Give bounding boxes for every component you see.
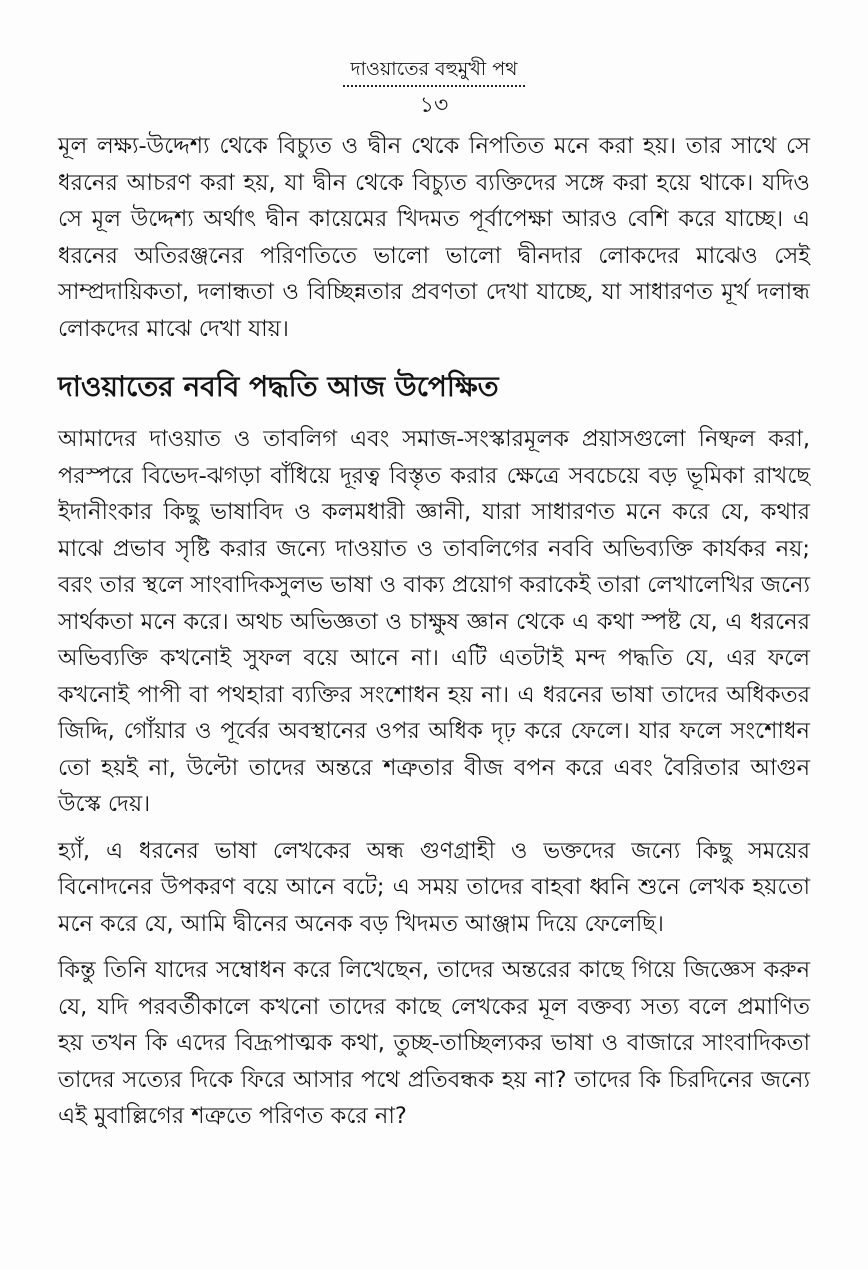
paragraph-3: হ্যাঁ, এ ধরনের ভাষা লেখকের অন্ধ গুণগ্রাহী ও ভক্তদের জন্যে কিছু সময়ের বিনোদনের উপকরণ বয়ে আনে বটে; এ সময় তাদের বাহবা ধ্বনি শুনে লেখক হয়তো মনে করে যে, আমি দ্বীনের অনেক বড় খিদমত আঞ্জাম দিয়ে ফেলেছি। bbox=[58, 837, 810, 937]
page-body bbox=[58, 128, 810, 1135]
paragraph-4: কিন্তু তিনি যাদের সম্বোধন করে লিখেছেন, তাদের অন্তরের কাছে গিয়ে জিজ্ঞেস করুন যে, যদি পরবর্তীকালে কখনো তাদের কাছে লেখকের মূল বক্তব্য সত্য বলে প্রমাণিত হয় তখন কি এদের বিদ্রূপাত্মক কথা, তুচ্ছ-তাচ্ছিল্যকর ভাষা ও বাজারে সাংবাদিকতা তাদের সত্যের দিকে ফিরে আসার পথে প্রতিবন্ধক হয় না? তাদের কি চিরদিনের জন্যে এই মুবাল্লিগের শত্রুতে পরিণত করে না? bbox=[58, 957, 810, 1129]
running-title: দাওয়াতের বহুমুখী পথ bbox=[343, 56, 526, 87]
page-header bbox=[0, 56, 868, 119]
paragraph-2: আমাদের দাওয়াত ও তাবলিগ এবং সমাজ-সংস্কারমূলক প্রয়াসগুলো নিষ্ফল করা, পরস্পরে বিভেদ-ঝগড়া বাঁধিয়ে দূরত্ব বিস্তৃত করার ক্ষেত্রে সবচেয়ে বড় ভূমিকা রাখছে ইদানীংকার কিছু ভাষাবিদ ও কলমধারী জ্ঞানী, যারা সাধারণত মনে করে যে, কথার মাঝে প্রভাব সৃষ্টি করার জন্যে দাওয়াত ও তাবলিগের নববি অভিব্যক্তি কার্যকর নয়; বরং তার স্থলে সাংবাদিকসুলভ ভাষা ও বাক্য প্রয়োগ করাকেই তারা লেখালেখির জন্যে সার্থকতা মনে করে। অথচ অভিজ্ঞতা ও চাক্ষুষ জ্ঞান থেকে এ কথা স্পষ্ট যে, এ ধরনের অভিব্যক্তি কখনোই সুফল বয়ে আনে না। এটি এতটাই মন্দ পদ্ধতি যে, এর ফলে কখনোই পাপী বা পথহারা ব্যক্তির সংশোধন হয় না। এ ধরনের ভাষা তাদের অধিকতর জিদ্দি, গোঁয়ার ও পূর্বের অবস্থানের ওপর অধিক দৃঢ় করে ফেলে। যার ফলে সংশোধন তো হয়ই না, উল্টো তাদের অন্তরে শত্রুতার বীজ বপন করে এবং বৈরিতার আগুন উস্কে দেয়। bbox=[58, 426, 810, 817]
section-heading: দাওয়াতের নববি পদ্ধতি আজ উপেক্ষিত bbox=[58, 370, 499, 403]
page-number: ১৩ bbox=[419, 93, 449, 118]
paragraph-1: মূল লক্ষ্য-উদ্দেশ্য থেকে বিচ্যুত ও দ্বীন থেকে নিপতিত মনে করা হয়। তার সাথে সে ধরনের আচরণ করা হয়, যা দ্বীন থেকে বিচ্যুত ব্যক্তিদের সঙ্গে করা হয়ে থাকে। যদিও সে মূল উদ্দেশ্য অর্থাৎ দ্বীন কায়েমের খিদমত পূর্বাপেক্ষা আরও বেশি করে যাচ্ছে। এ ধরনের অতিরঞ্জনের পরিণতিতে ভালো ভালো দ্বীনদার লোকদের মাঝেও সেই সাম্প্রদায়িকতা, দলান্ধতা ও বিচ্ছিন্নতার প্রবণতা দেখা যাচ্ছে, যা সাধারণত মূর্খ দলান্ধ লোকদের মাঝে দেখা যায়। bbox=[58, 133, 810, 342]
